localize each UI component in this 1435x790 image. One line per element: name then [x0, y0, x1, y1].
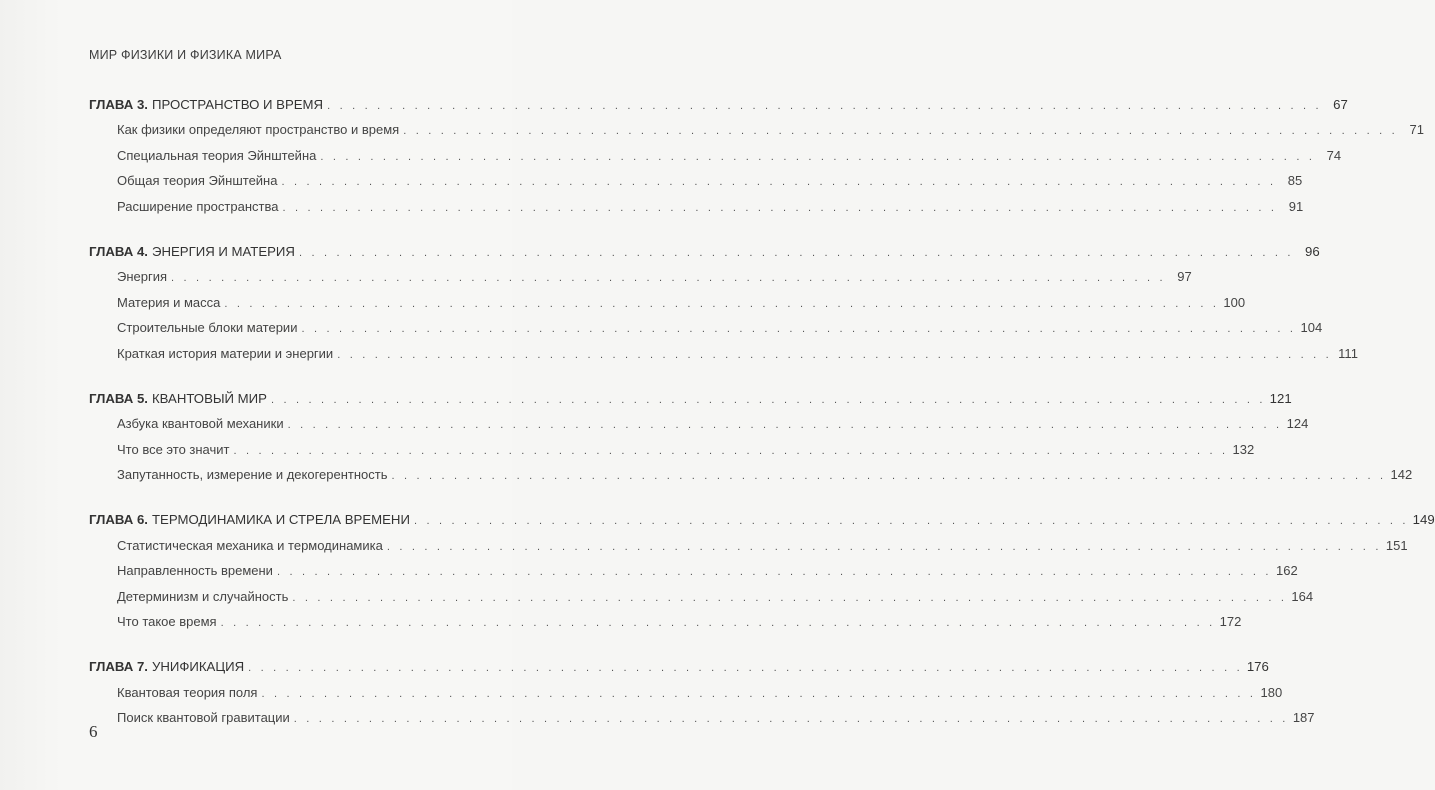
dot-leader: . . . . . . . . . . . . . . . . . . . . . . . . . . . . . . . . . . . . . . . . . . . . . . . . . . . . . . . . . . . . . . . . . . . . . . . . . . . . . . . .	[224, 297, 1220, 310]
toc-section-row	[0, 168, 1303, 193]
toc-section-row	[0, 533, 1408, 558]
section-page-number: 85	[1287, 173, 1303, 189]
dot-leader: . . . . . . . . . . . . . . . . . . . . . . . . . . . . . . . . . . . . . . . . . . . . . . . . . . . . . . . . . . . . . . . . . . . . . . . . . . . . . . . .	[233, 444, 1229, 457]
section-page-number: 71	[1409, 122, 1424, 138]
section-page-number: 104	[1300, 320, 1323, 336]
dot-leader: . . . . . . . . . . . . . . . . . . . . . . . . . . . . . . . . . . . . . . . . . . . . . . . . . . . . . . . . . . . . . . . . . . . . . . . . . . . . . . . .	[281, 176, 1277, 189]
dot-leader: . . . . . . . . . . . . . . . . . . . . . . . . . . . . . . . . . . . . . . . . . . . . . . . . . . . . . . . . . . . . . . . . . . . . . . . . . . . . . . . .	[320, 150, 1316, 163]
toc-chapter-block	[0, 92, 1424, 219]
dot-leader: . . . . . . . . . . . . . . . . . . . . . . . . . . . . . . . . . . . . . . . . . . . . . . . . . . . . . . . . . . . . . . . . . . . . . . . . . . . . . . . .	[270, 393, 1266, 406]
toc-chapter-row	[0, 239, 1320, 264]
dot-leader: . . . . . . . . . . . . . . . . . . . . . . . . . . . . . . . . . . . . . . . . . . . . . . . . . . . . . . . . . . . . . . . . . . . . . . . . . . . . . . . .	[276, 566, 1272, 579]
chapter-label: ГЛАВА 7.	[89, 659, 148, 675]
section-title: Как физики определяют пространство и время	[117, 122, 400, 138]
chapter-heading	[89, 507, 410, 532]
toc-chapter-block	[0, 239, 1358, 366]
dot-leader: . . . . . . . . . . . . . . . . . . . . . . . . . . . . . . . . . . . . . . . . . . . . . . . . . . . . . . . . . . . . . . . . . . . . . . . . . . . . . . . .	[171, 272, 1166, 285]
toc-section-row	[0, 315, 1323, 340]
section-page-number: 162	[1275, 563, 1298, 579]
section-page-number: 180	[1260, 684, 1283, 700]
chapter-heading	[89, 239, 295, 264]
chapter-heading	[89, 654, 244, 679]
dot-leader: . . . . . . . . . . . . . . . . . . . . . . . . . . . . . . . . . . . . . . . . . . . . . . . . . . . . . . . . . . . . . . . . . . . . . . . . . . . . . . . .	[413, 515, 1409, 528]
dot-leader: . . . . . . . . . . . . . . . . . . . . . . . . . . . . . . . . . . . . . . . . . . . . . . . . . . . . . . . . . . . . . . . . . . . . . . . . . . . . . . . .	[292, 591, 1288, 604]
section-page-number: 97	[1177, 269, 1192, 285]
section-title: Энергия	[117, 269, 168, 285]
toc-section-row	[0, 558, 1298, 583]
section-page-number: 164	[1291, 588, 1314, 604]
toc-section-row	[0, 437, 1255, 462]
dot-leader: . . . . . . . . . . . . . . . . . . . . . . . . . . . . . . . . . . . . . . . . . . . . . . . . . . . . . . . . . . . . . . . . . . . . . . . . . . . . . . . .	[248, 662, 1243, 675]
dot-leader: . . . . . . . . . . . . . . . . . . . . . . . . . . . . . . . . . . . . . . . . . . . . . . . . . . . . . . . . . . . . . . . . . . . . . . . . . . . . . . . .	[301, 323, 1297, 336]
chapter-title: УНИФИКАЦИЯ	[151, 659, 245, 675]
section-title: Что все это значит	[117, 441, 230, 457]
dot-leader: . . . . . . . . . . . . . . . . . . . . . . . . . . . . . . . . . . . . . . . . . . . . . . . . . . . . . . . . . . . . . . . . . . . . . . . . . . . . . . . .	[287, 419, 1283, 432]
dot-leader: . . . . . . . . . . . . . . . . . . . . . . . . . . . . . . . . . . . . . . . . . . . . . . . . . . . . . . . . . . . . . . . . . . . . . . . . . . . . . . . .	[337, 348, 1332, 361]
section-page-number: 187	[1292, 710, 1315, 726]
section-title: Краткая история материи и энергии	[117, 345, 334, 361]
section-title: Азбука квантовой механики	[117, 416, 284, 432]
dot-leader: . . . . . . . . . . . . . . . . . . . . . . . . . . . . . . . . . . . . . . . . . . . . . . . . . . . . . . . . . . . . . . . . . . . . . . . . . . . . . . . .	[327, 100, 1322, 112]
chapter-page-number: 67	[1333, 97, 1348, 112]
section-title: Статистическая механика и термодинамика	[117, 537, 383, 553]
section-title: Детерминизм и случайность	[117, 588, 289, 604]
toc-section-row	[0, 341, 1358, 366]
toc-chapter-row	[0, 654, 1269, 679]
section-page-number: 111	[1338, 345, 1358, 361]
page-number: 6	[89, 722, 98, 741]
chapter-title: ЭНЕРГИЯ И МАТЕРИЯ	[151, 243, 295, 259]
dot-leader: . . . . . . . . . . . . . . . . . . . . . . . . . . . . . . . . . . . . . . . . . . . . . . . . . . . . . . . . . . . . . . . . . . . . . . . . . . . . . . . .	[282, 201, 1278, 214]
toc-section-row	[0, 143, 1342, 168]
dot-leader: . . . . . . . . . . . . . . . . . . . . . . . . . . . . . . . . . . . . . . . . . . . . . . . . . . . . . . . . . . . . . . . . . . . . . . . . . . . . . . . .	[391, 470, 1387, 483]
section-title: Направленность времени	[117, 563, 273, 579]
chapter-label: ГЛАВА 3.	[89, 97, 148, 112]
toc-chapter-row	[0, 386, 1292, 411]
section-title: Расширение пространства	[117, 198, 279, 214]
dot-leader: . . . . . . . . . . . . . . . . . . . . . . . . . . . . . . . . . . . . . . . . . . . . . . . . . . . . . . . . . . . . . . . . . . . . . . . . . . . . . . . .	[386, 540, 1382, 553]
section-title: Что такое время	[117, 614, 217, 630]
chapter-label: ГЛАВА 5.	[89, 390, 148, 406]
section-title: Общая теория Эйнштейна	[117, 173, 278, 189]
running-head: МИР ФИЗИКИ И ФИЗИКА МИРА	[89, 48, 282, 62]
section-page-number: 91	[1288, 198, 1304, 214]
chapter-heading	[89, 92, 323, 117]
section-title: Материя и масса	[117, 294, 221, 310]
section-title: Запутанность, измерение и декогерентность	[117, 467, 388, 483]
section-title: Строительные блоки материи	[117, 320, 298, 336]
chapter-label: ГЛАВА 6.	[89, 512, 148, 528]
chapter-title: ПРОСТРАНСТВО И ВРЕМЯ	[151, 97, 324, 112]
section-page-number: 151	[1385, 537, 1408, 553]
section-page-number: 142	[1390, 467, 1413, 483]
toc-chapter-block	[0, 507, 1435, 634]
toc-chapter-row	[0, 92, 1348, 117]
toc-section-row	[0, 411, 1309, 436]
section-title: Квантовая теория поля	[117, 684, 258, 700]
toc-section-row	[0, 680, 1283, 705]
chapter-page-number: 149	[1412, 512, 1435, 528]
section-title: Поиск квантовой гравитации	[117, 710, 290, 726]
toc-chapter-block	[0, 654, 1315, 730]
dot-leader: . . . . . . . . . . . . . . . . . . . . . . . . . . . . . . . . . . . . . . . . . . . . . . . . . . . . . . . . . . . . . . . . . . . . . . . . . . . . . . . .	[403, 125, 1398, 138]
chapter-title: КВАНТОВЫЙ МИР	[151, 390, 267, 406]
section-page-number: 100	[1223, 294, 1246, 310]
section-page-number: 74	[1326, 147, 1342, 163]
dot-leader: . . . . . . . . . . . . . . . . . . . . . . . . . . . . . . . . . . . . . . . . . . . . . . . . . . . . . . . . . . . . . . . . . . . . . . . . . . . . . . . .	[261, 687, 1257, 700]
chapter-heading	[89, 386, 267, 411]
table-of-contents	[0, 92, 1435, 751]
section-title: Специальная теория Эйнштейна	[117, 147, 317, 163]
toc-section-row	[0, 705, 1315, 730]
toc-section-row	[0, 290, 1246, 315]
toc-section-row	[0, 117, 1424, 142]
chapter-label: ГЛАВА 4.	[89, 243, 148, 259]
toc-section-row	[0, 264, 1192, 289]
chapter-page-number: 121	[1269, 390, 1292, 406]
toc-section-row	[0, 609, 1242, 634]
toc-chapter-row	[0, 507, 1435, 532]
toc-section-row	[0, 462, 1413, 487]
dot-leader: . . . . . . . . . . . . . . . . . . . . . . . . . . . . . . . . . . . . . . . . . . . . . . . . . . . . . . . . . . . . . . . . . . . . . . . . . . . . . . . .	[293, 713, 1289, 726]
chapter-page-number: 176	[1246, 659, 1269, 675]
section-page-number: 132	[1232, 441, 1255, 457]
chapter-title: ТЕРМОДИНАМИКА И СТРЕЛА ВРЕМЕНИ	[151, 512, 410, 528]
toc-section-row	[0, 194, 1304, 219]
section-page-number: 124	[1286, 416, 1309, 432]
section-page-number: 172	[1219, 614, 1242, 630]
chapter-page-number: 96	[1305, 243, 1320, 259]
toc-section-row	[0, 584, 1314, 609]
toc-chapter-block	[0, 386, 1413, 488]
dot-leader: . . . . . . . . . . . . . . . . . . . . . . . . . . . . . . . . . . . . . . . . . . . . . . . . . . . . . . . . . . . . . . . . . . . . . . . . . . . . . . . .	[220, 617, 1216, 630]
dot-leader: . . . . . . . . . . . . . . . . . . . . . . . . . . . . . . . . . . . . . . . . . . . . . . . . . . . . . . . . . . . . . . . . . . . . . . . . . . . . . . . .	[298, 246, 1294, 259]
